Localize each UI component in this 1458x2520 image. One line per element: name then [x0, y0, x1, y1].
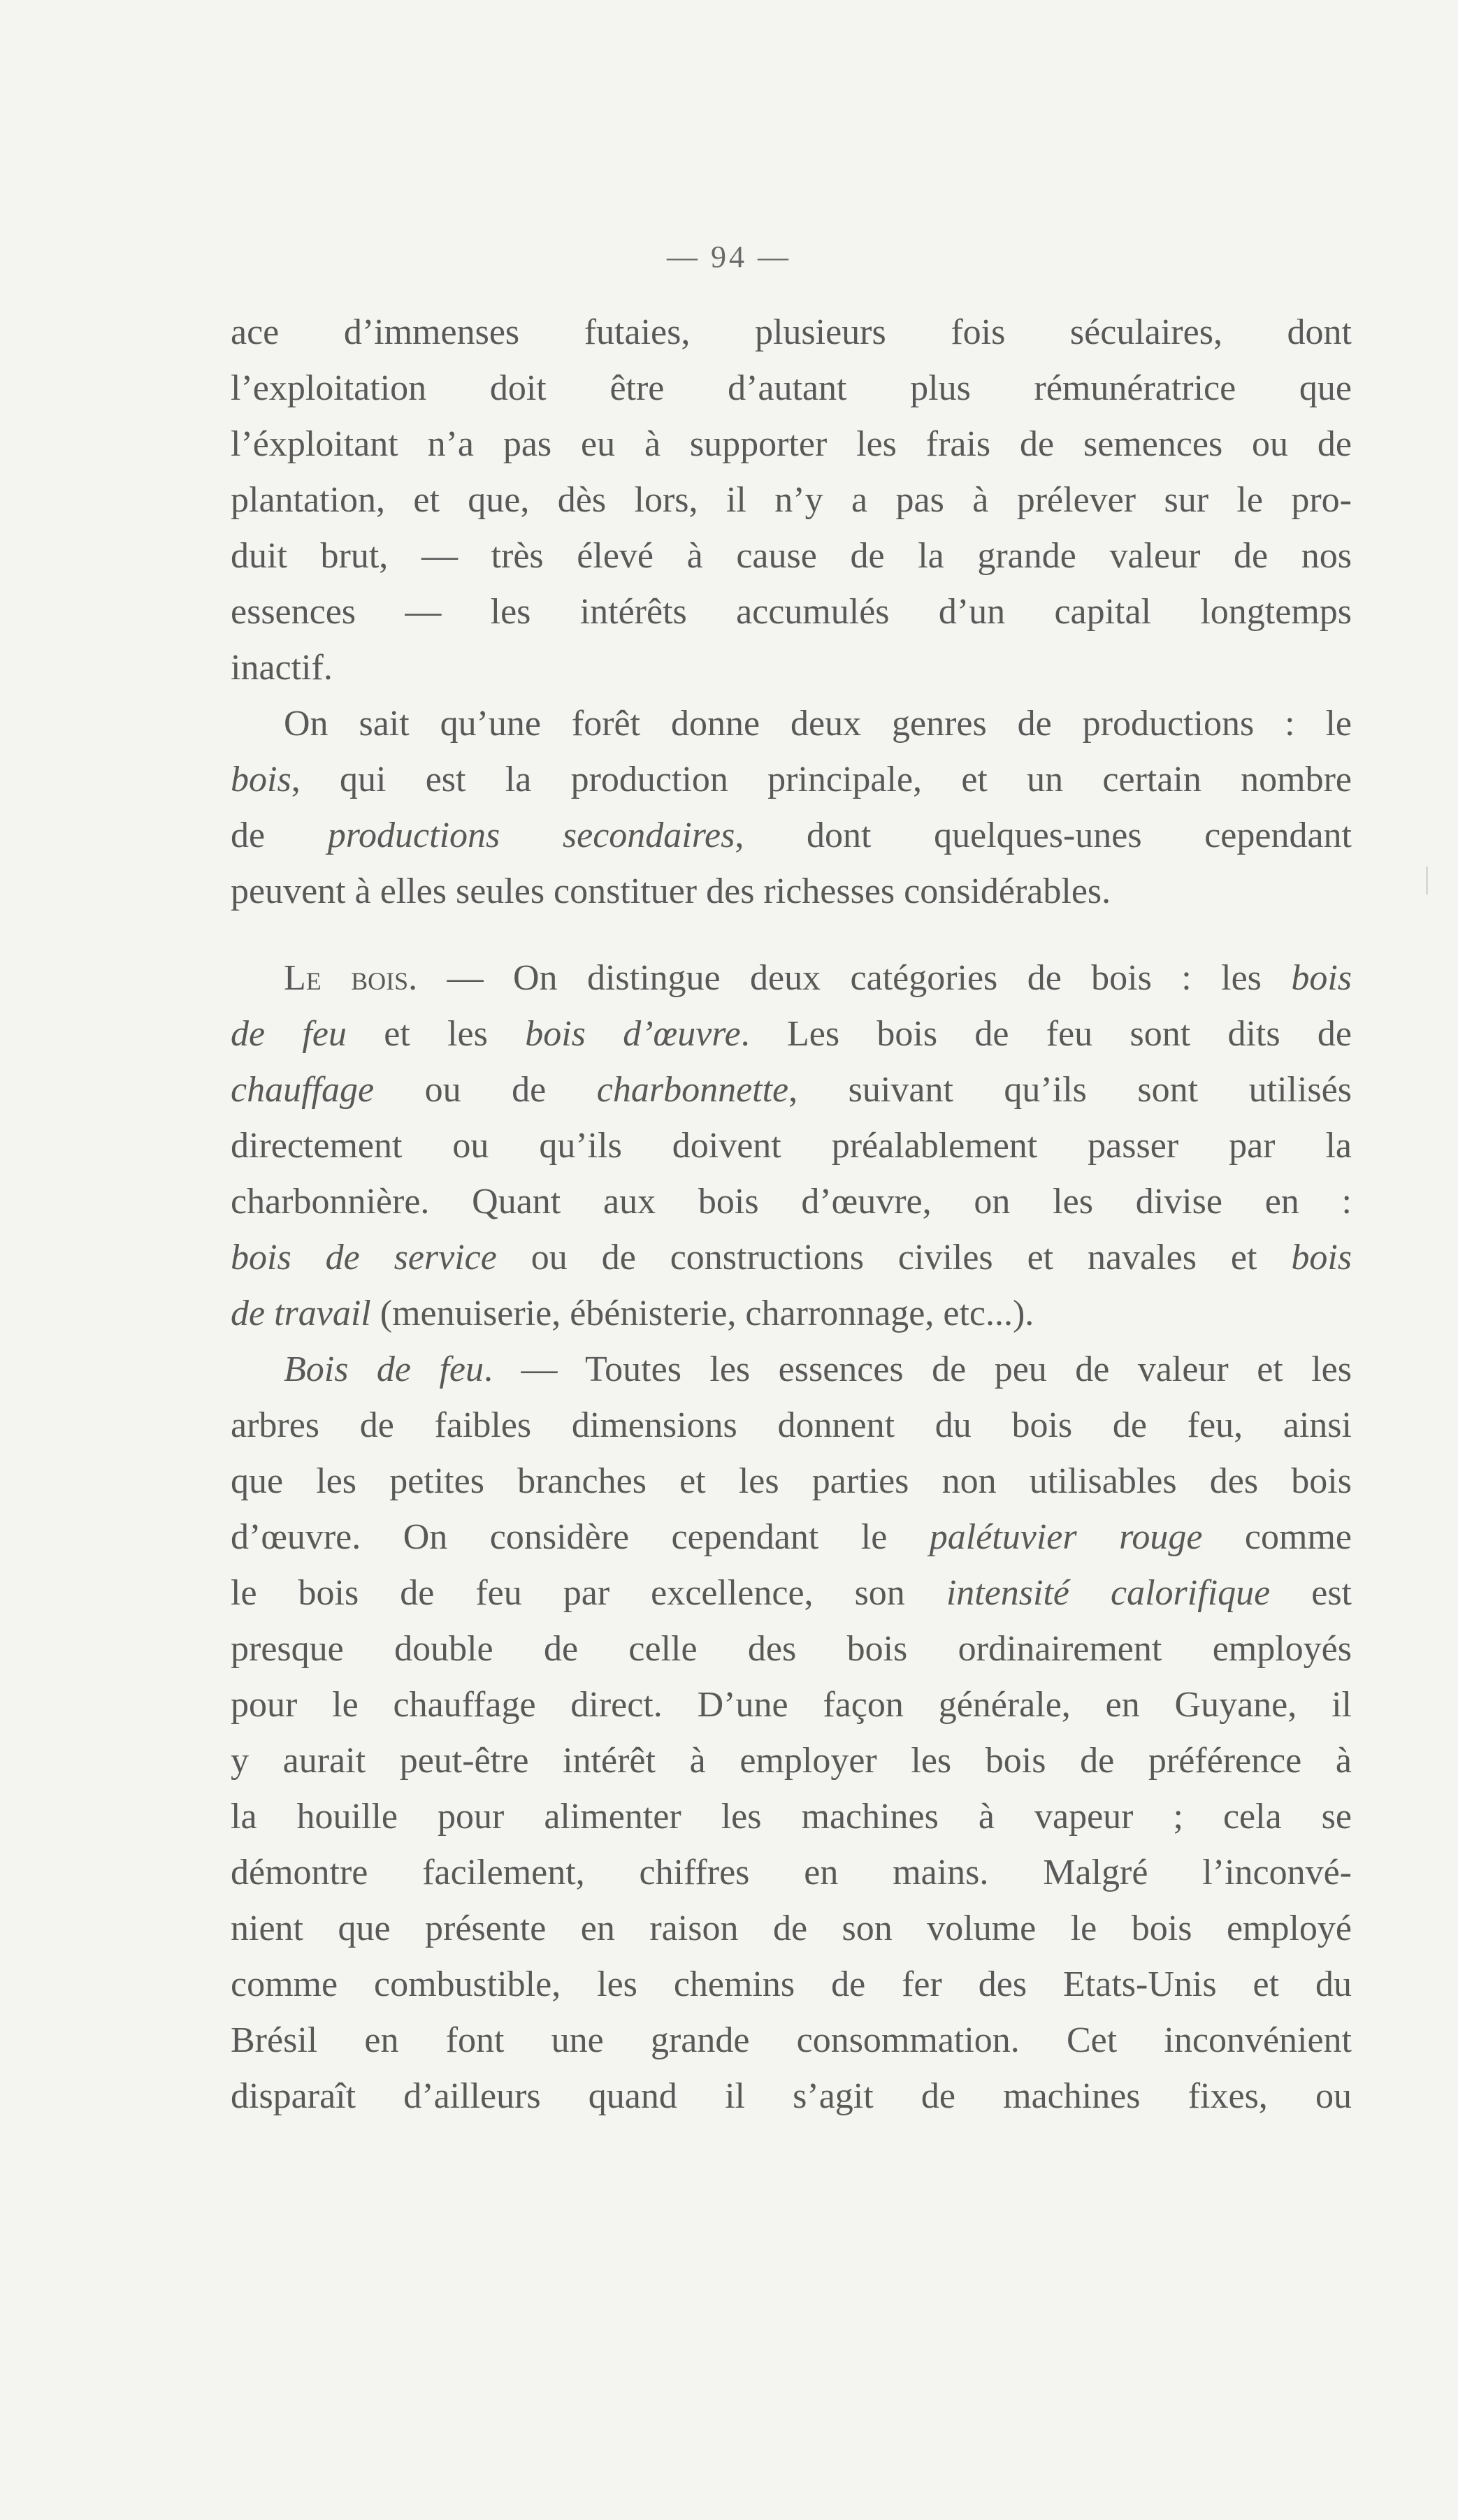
text-line: presque double de celle des bois ordinairement employés — [231, 1629, 1352, 1669]
paragraph-continuation — [231, 305, 1352, 696]
italic-term: charbonnette — [596, 1070, 789, 1110]
italic-term: bois de service — [231, 1238, 497, 1277]
italic-term: bois — [1291, 958, 1352, 998]
section-heading: Bois de feu — [284, 1349, 484, 1389]
text-line: On sait qu’une forêt donne deux genres de productions : le — [284, 704, 1352, 744]
text-line: inactif. — [231, 648, 333, 688]
text-line: Bois de feu. — Toutes les essences de peu de valeur et les — [284, 1349, 1352, 1389]
text-line: la houille pour alimenter les machines à vapeur ; cela se — [231, 1797, 1352, 1837]
text-line: de feu et les bois d’œuvre. Les bois de feu sont dits de — [231, 1014, 1352, 1054]
page-number: — 94 — — [667, 240, 791, 274]
text-line: bois de service ou de constructions civiles et navales et bois — [231, 1238, 1352, 1277]
text-line: duit brut, — très élevé à cause de la grande valeur de nos — [231, 536, 1352, 576]
text-line: directement ou qu’ils doivent préalablement passer par la — [231, 1126, 1352, 1166]
italic-term: palétuvier rouge — [929, 1517, 1203, 1557]
italic-term: bois d’œuvre — [525, 1014, 741, 1054]
margin-mark — [1426, 867, 1428, 895]
text-line: de productions secondaires, dont quelques-unes cependant — [231, 816, 1352, 855]
text-line: Brésil en font une grande consommation. Cet inconvénient — [231, 2020, 1352, 2060]
section-heading: Le bois. — [284, 958, 418, 998]
text-line: essences — les intérêts accumulés d’un capital longtemps — [231, 592, 1352, 632]
italic-term: bois — [1291, 1238, 1352, 1277]
paragraph-le-bois — [231, 950, 1352, 1342]
page-body — [231, 305, 1352, 2124]
text-line: disparaît d’ailleurs quand il s’agit de machines fixes, ou — [231, 2076, 1352, 2116]
italic-term: de travail — [231, 1294, 371, 1333]
paragraph-bois-de-feu — [231, 1342, 1352, 2124]
text-line: de travail (menuiserie, ébénisterie, charronnage, etc...). — [231, 1294, 1034, 1333]
text-line: l’exploitation doit être d’autant plus rémunératrice que — [231, 368, 1352, 408]
text-line: pour le chauffage direct. D’une façon générale, en Guyane, il — [231, 1685, 1352, 1725]
text-line: que les petites branches et les parties non utilisables des bois — [231, 1461, 1352, 1501]
italic-term: productions secondaires — [327, 816, 735, 855]
italic-term: intensité calorifique — [946, 1573, 1271, 1613]
text-line: le bois de feu par excellence, son intensité calorifique est — [231, 1573, 1352, 1613]
text-line: ace d’immenses futaies, plusieurs fois séculaires, dont — [231, 312, 1352, 352]
text-line: plantation, et que, dès lors, il n’y a pas à prélever sur le pro- — [231, 480, 1352, 520]
italic-term: chauffage — [231, 1070, 375, 1110]
italic-term: bois — [231, 760, 291, 799]
text-line: y aurait peut-être intérêt à employer les bois de préférence à — [231, 1741, 1352, 1781]
text-line: comme combustible, les chemins de fer des Etats-Unis et du — [231, 1964, 1352, 2004]
text-line: Le bois. — On distingue deux catégories de bois : les bois — [284, 958, 1352, 998]
text-line: nient que présente en raison de son volume le bois employé — [231, 1909, 1352, 1948]
text-line: peuvent à elles seules constituer des richesses considérables. — [231, 871, 1111, 911]
italic-term: de feu — [231, 1014, 347, 1054]
text-line: arbres de faibles dimensions donnent du bois de feu, ainsi — [231, 1405, 1352, 1445]
text-line: charbonnière. Quant aux bois d’œuvre, on les divise en : — [231, 1182, 1352, 1222]
text-line: démontre facilement, chiffres en mains. Malgré l’inconvé- — [231, 1853, 1352, 1892]
text-line: d’œuvre. On considère cependant le palétuvier rouge comme — [231, 1517, 1352, 1557]
text-line: chauffage ou de charbonnette, suivant qu’ils sont utilisés — [231, 1070, 1352, 1110]
paragraph-productions — [231, 696, 1352, 920]
text-line: bois, qui est la production principale, et un certain nombre — [231, 760, 1352, 799]
text-line: l’éxploitant n’a pas eu à supporter les frais de semences ou de — [231, 424, 1352, 464]
